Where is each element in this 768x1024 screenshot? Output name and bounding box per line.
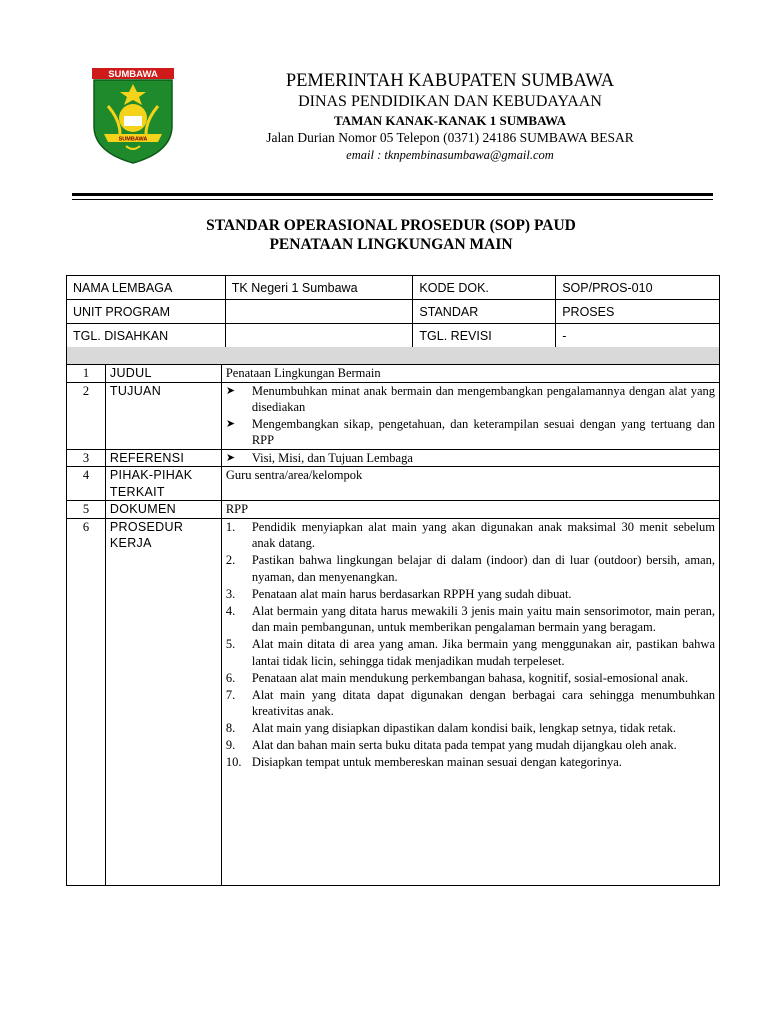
step-text: Pastikan bahwa lingkungan belajar di dalam (indoor) dan di luar (outdoor) bersih, aman, nyaman, dan menyenangkan. xyxy=(251,553,715,584)
table-row xyxy=(67,382,720,449)
step-number: 10. xyxy=(225,755,242,769)
row-number: 1 xyxy=(67,365,106,383)
sop-detail-table xyxy=(66,364,720,886)
step-text: Penataan alat main harus berdasarkan RPPH yang sudah dibuat. xyxy=(251,586,572,601)
shaded-separator xyxy=(66,347,720,364)
step-number: 1. xyxy=(225,519,236,534)
government-name: PEMERINTAH KABUPATEN SUMBAWA xyxy=(285,71,615,91)
document-title xyxy=(66,216,716,254)
logo-top-text: SUMBAWA xyxy=(108,69,158,80)
procedure-step xyxy=(226,603,715,636)
bullet-text: Visi, Misi, dan Tujuan Lembaga xyxy=(251,450,413,465)
list-item xyxy=(226,450,715,467)
procedure-step xyxy=(226,670,715,687)
table-row xyxy=(67,518,720,885)
document-info-table xyxy=(66,275,720,348)
procedure-step xyxy=(226,636,715,669)
sumbawa-crest-logo xyxy=(90,68,176,164)
info-label: NAMA LEMBAGA xyxy=(67,276,226,300)
row-value xyxy=(221,518,719,885)
procedure-step xyxy=(226,720,715,737)
row-value: Penataan Lingkungan Bermain xyxy=(221,365,719,383)
step-text: Alat main yang disiapkan dipastikan dalam kondisi baik, lengkap setnya, tidak retak. xyxy=(251,721,677,735)
list-item xyxy=(226,416,715,449)
info-label: TGL. DISAHKAN xyxy=(67,324,226,348)
row-label: PROSEDUR KERJA xyxy=(105,518,221,885)
step-number: 5. xyxy=(225,637,236,651)
bullet-text: Menumbuhkan minat anak bermain dan mengembangkan pengalamannya dengan alat yang disediakan xyxy=(251,383,715,414)
procedure-step xyxy=(226,586,715,603)
department-name: DINAS PENDIDIKAN DAN KEBUDAYAAN xyxy=(298,93,602,110)
info-value: PROSES xyxy=(556,300,720,324)
step-number: 9. xyxy=(225,738,236,752)
info-label: KODE DOK. xyxy=(413,276,556,300)
letterhead-rule-thick xyxy=(72,193,713,196)
school-name: TAMAN KANAK-KANAK 1 SUMBAWA xyxy=(334,113,566,128)
letterhead xyxy=(180,70,720,163)
row-label: REFERENSI xyxy=(105,449,221,467)
row-number: 4 xyxy=(67,467,106,501)
step-text: Alat dan bahan main serta buku ditata pada tempat yang mudah dijangkau oleh anak. xyxy=(251,738,677,752)
step-number: 4. xyxy=(225,603,236,618)
info-value xyxy=(225,324,413,348)
row-value: Guru sentra/area/kelompok xyxy=(221,467,719,501)
step-number: 2. xyxy=(225,553,236,567)
row-label: JUDUL xyxy=(105,365,221,383)
step-number: 6. xyxy=(225,670,236,685)
arrowhead-bullet-icon: ➤ xyxy=(225,416,236,430)
arrowhead-bullet-icon: ➤ xyxy=(225,383,236,397)
step-text: Disiapkan tempat untuk membereskan mainan sesuai dengan kategorinya. xyxy=(251,755,622,769)
procedure-step xyxy=(226,687,715,720)
step-text: Alat main yang ditata dapat digunakan dengan berbagai cara sehingga menumbuhkan kreativitas anak. xyxy=(251,687,715,718)
table-row xyxy=(67,467,720,501)
info-value xyxy=(225,300,413,324)
row-number: 3 xyxy=(67,449,106,467)
info-value: SOP/PROS-010 xyxy=(556,276,720,300)
step-text: Pendidik menyiapkan alat main yang akan digunakan anak maksimal 30 menit sebelum anak datang. xyxy=(251,519,715,550)
table-row xyxy=(67,449,720,467)
address-line: Jalan Durian Nomor 05 Telepon (0371) 24186 SUMBAWA BESAR xyxy=(266,130,634,145)
step-text: Alat main ditata di area yang aman. Jika bermain yang menggunakan air, pastikan bahwa lantai tidak licin, sehingga tidak menjadikan mudah terpeleset. xyxy=(251,637,715,668)
table-row xyxy=(67,324,720,348)
row-label: PIHAK-PIHAK TERKAIT xyxy=(105,467,221,501)
title-line-1: STANDAR OPERASIONAL PROSEDUR (SOP) PAUD xyxy=(206,217,576,234)
row-number: 5 xyxy=(67,501,106,519)
info-value: TK Negeri 1 Sumbawa xyxy=(225,276,413,300)
row-label: TUJUAN xyxy=(105,382,221,449)
procedure-step xyxy=(226,552,715,585)
table-row xyxy=(67,501,720,519)
row-label: DOKUMEN xyxy=(105,501,221,519)
row-value xyxy=(221,382,719,449)
step-text: Penataan alat main mendukung perkembangan bahasa, kognitif, sosial-emosional anak. xyxy=(251,670,689,685)
logo-ribbon-text: SUMBAWA xyxy=(118,136,148,143)
step-text: Alat bermain yang ditata harus mewakili 3 jenis main yaitu main sensorimotor, main peran, dan main pembangunan, untuk memberikan pengalaman bermain yang beragam. xyxy=(251,603,715,634)
info-value: - xyxy=(556,324,720,348)
row-value xyxy=(221,449,719,467)
procedure-step xyxy=(226,737,715,754)
table-row xyxy=(67,276,720,300)
info-label: TGL. REVISI xyxy=(413,324,556,348)
procedure-step xyxy=(226,754,715,771)
table-row xyxy=(67,300,720,324)
letterhead-rule-thin xyxy=(72,199,713,200)
email-line: email : tknpembinasumbawa@gmail.com xyxy=(346,148,554,162)
bullet-text: Mengembangkan sikap, pengetahuan, dan keterampilan sesuai dengan yang tertuang dan RPP xyxy=(251,416,715,447)
info-label: UNIT PROGRAM xyxy=(67,300,226,324)
step-number: 8. xyxy=(225,721,236,735)
info-label: STANDAR xyxy=(413,300,556,324)
procedure-step xyxy=(226,519,715,552)
row-value: RPP xyxy=(221,501,719,519)
list-item xyxy=(226,383,715,416)
step-number: 3. xyxy=(225,586,236,601)
arrowhead-bullet-icon: ➤ xyxy=(225,450,236,464)
title-line-2: PENATAAN LINGKUNGAN MAIN xyxy=(269,236,513,253)
row-number: 2 xyxy=(67,382,106,449)
procedure-steps xyxy=(226,519,715,771)
step-number: 7. xyxy=(225,687,236,702)
row-number: 6 xyxy=(67,518,106,885)
table-row xyxy=(67,365,720,383)
